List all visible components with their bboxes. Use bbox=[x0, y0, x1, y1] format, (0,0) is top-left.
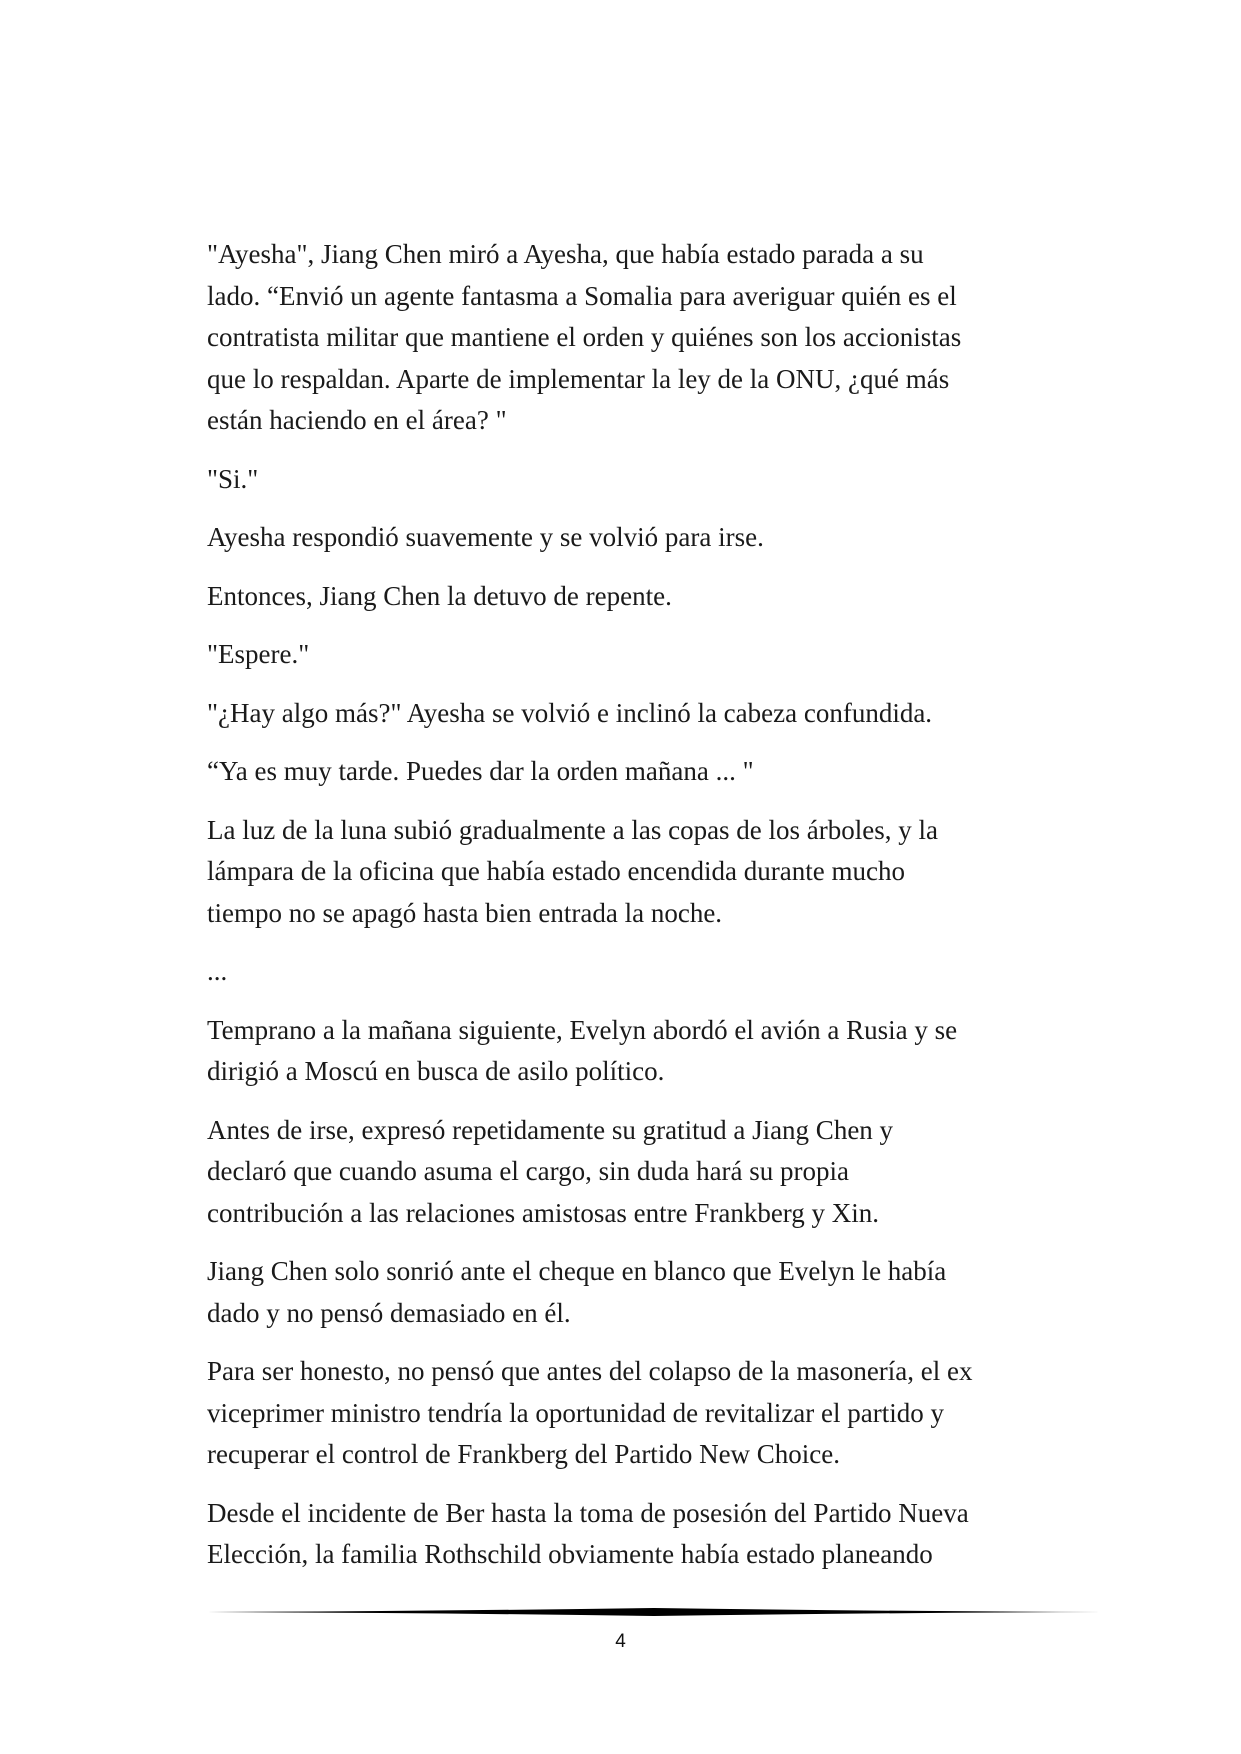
text-line: contribución a las relaciones amistosas entre Frankberg y Xin. bbox=[207, 1197, 880, 1228]
text-line: “Ya es muy tarde. Puedes dar la orden mañana ... " bbox=[207, 756, 754, 786]
text-line: están haciendo en el área? " bbox=[207, 405, 507, 435]
text-line: dado y no pensó demasiado en él. bbox=[207, 1297, 571, 1328]
text-line: Temprano a la mañana siguiente, Evelyn abordó el avión a Rusia y se bbox=[207, 1014, 958, 1045]
text-line: declaró que cuando asuma el cargo, sin duda hará su propia bbox=[207, 1156, 850, 1186]
paragraph bbox=[207, 810, 1072, 935]
text-line: "Espere." bbox=[207, 639, 310, 669]
text-line: lámpara de la oficina que había estado encendida durante mucho bbox=[207, 856, 905, 886]
paragraph bbox=[207, 1110, 1072, 1235]
paragraph bbox=[207, 234, 1072, 442]
paragraph bbox=[207, 751, 1072, 793]
text-line: lado. “Envió un agente fantasma a Somalia para averiguar quién es el bbox=[207, 280, 957, 311]
text-line: Para ser honesto, no pensó que antes del colapso de la masonería, el ex bbox=[207, 1356, 973, 1386]
text-line: contratista militar que mantiene el orden y quiénes son los accionistas bbox=[207, 322, 962, 352]
text-line: "Ayesha", Jiang Chen miró a Ayesha, que había estado parada a su bbox=[207, 239, 924, 269]
text-line: "Si." bbox=[207, 463, 259, 494]
footer-divider bbox=[207, 1607, 1102, 1617]
text-line: La luz de la luna subió gradualmente a las copas de los árboles, y la bbox=[207, 814, 939, 845]
paragraph bbox=[207, 459, 1072, 501]
text-line: recuperar el control de Frankberg del Partido New Choice. bbox=[207, 1439, 841, 1469]
paragraph bbox=[207, 1251, 1072, 1334]
text-line: tiempo no se apagó hasta bien entrada la noche. bbox=[207, 897, 723, 928]
text-line: Desde el incidente de Ber hasta la toma de posesión del Partido Nueva bbox=[207, 1497, 969, 1528]
paragraph bbox=[207, 1493, 1072, 1576]
text-line: "¿Hay algo más?" Ayesha se volvió e inclinó la cabeza confundida. bbox=[207, 697, 933, 728]
paragraph bbox=[207, 576, 1072, 618]
paragraph bbox=[207, 693, 1072, 735]
paragraph bbox=[207, 1010, 1072, 1093]
text-line: viceprimer ministro tendría la oportunidad de revitalizar el partido y bbox=[207, 1397, 944, 1428]
page-number: 4 bbox=[615, 1631, 626, 1652]
text-line: dirigió a Moscú en busca de asilo político. bbox=[207, 1056, 665, 1086]
text-line: que lo respaldan. Aparte de implementar la ley de la ONU, ¿qué más bbox=[207, 363, 950, 394]
text-line: Elección, la familia Rothschild obviamente había estado planeando bbox=[207, 1539, 933, 1569]
paragraph bbox=[207, 951, 1072, 993]
paragraph bbox=[207, 1351, 1072, 1476]
paragraph bbox=[207, 634, 1072, 676]
text-line: Jiang Chen solo sonrió ante el cheque en blanco que Evelyn le había bbox=[207, 1256, 947, 1286]
paragraph bbox=[207, 517, 1072, 559]
text-line: Ayesha respondió suavemente y se volvió para irse. bbox=[207, 522, 764, 552]
text-line: ... bbox=[207, 956, 228, 986]
text-line: Entonces, Jiang Chen la detuvo de repente. bbox=[207, 580, 672, 611]
text-line: Antes de irse, expresó repetidamente su gratitud a Jiang Chen y bbox=[207, 1114, 894, 1145]
body-text bbox=[207, 234, 1072, 1593]
